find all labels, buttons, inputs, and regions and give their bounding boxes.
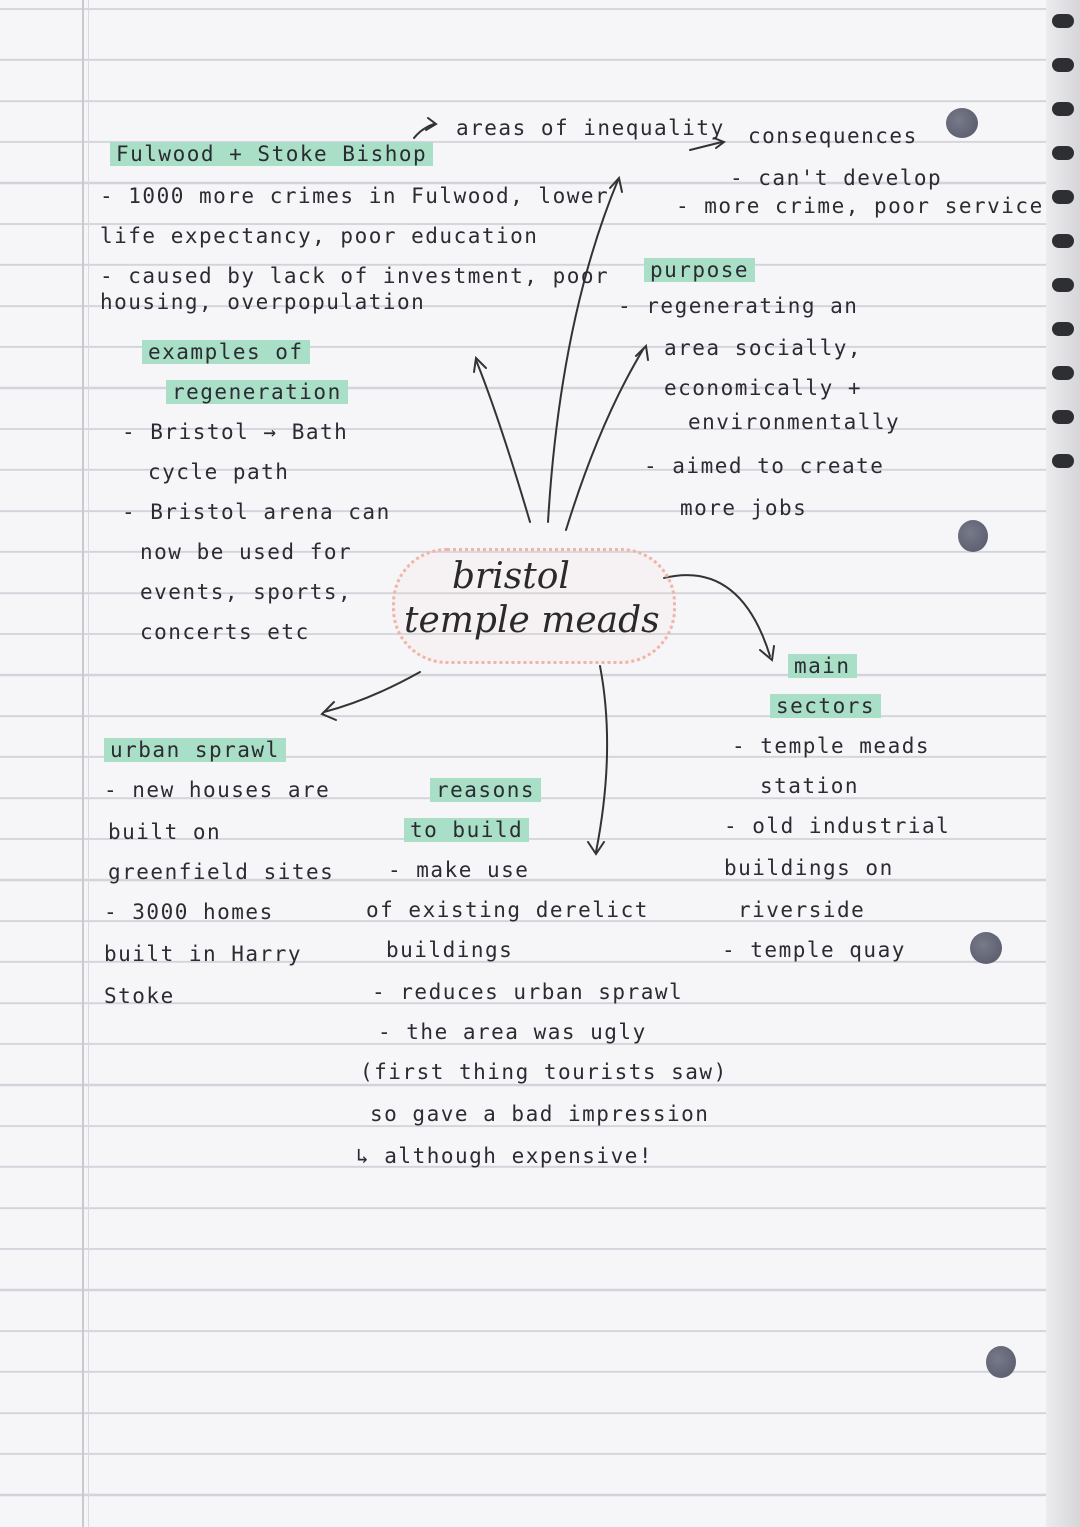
- reasons-line: - reduces urban sprawl: [372, 980, 684, 1004]
- urban-sprawl-line: built in Harry: [104, 942, 303, 966]
- purpose-line: - regenerating an: [618, 294, 859, 318]
- examples-line: concerts etc: [140, 620, 310, 644]
- center-topic-title: bristol: [452, 556, 570, 597]
- reasons-line: buildings: [386, 938, 514, 962]
- fulwood-heading: Fulwood + Stoke Bishop: [110, 142, 433, 166]
- arrow-to-top: [548, 180, 618, 522]
- urban-sprawl-line: greenfield sites: [108, 860, 335, 884]
- urban-sprawl-line: - 3000 homes: [104, 900, 274, 924]
- fulwood-line: - caused by lack of investment, poor: [100, 264, 610, 288]
- purpose-line: more jobs: [680, 496, 808, 520]
- reasons-line: ↳ although expensive!: [356, 1144, 654, 1168]
- examples-heading: examples of: [142, 340, 310, 364]
- examples-line: - Bristol arena can: [122, 500, 391, 524]
- arrow-to-urban-sprawl: [324, 672, 420, 712]
- arrow-to-purpose: [566, 348, 644, 530]
- center-topic-subtitle: temple meads: [404, 600, 660, 641]
- reasons-heading: reasons: [430, 778, 541, 802]
- reasons-line: - make use: [388, 858, 530, 882]
- fulwood-line: life expectancy, poor education: [100, 224, 539, 248]
- examples-line: events, sports,: [140, 580, 353, 604]
- reasons-line: - the area was ugly: [378, 1020, 647, 1044]
- purpose-heading: purpose: [644, 258, 755, 282]
- main-sectors-line: - old industrial: [724, 814, 951, 838]
- main-sectors-line: - temple meads: [732, 734, 931, 758]
- purpose-line: economically +: [664, 376, 863, 400]
- main-sectors-line: riverside: [738, 898, 866, 922]
- main-sectors-line: - temple quay: [722, 938, 906, 962]
- arrowhead: [426, 118, 436, 130]
- reasons-heading: to build: [404, 818, 529, 842]
- consequences-line: - more crime, poor service: [676, 194, 1044, 218]
- urban-sprawl-heading: urban sprawl: [104, 738, 286, 762]
- urban-sprawl-line: - new houses are: [104, 778, 331, 802]
- main-sectors-line: buildings on: [724, 856, 894, 880]
- fulwood-line: housing, overpopulation: [100, 290, 426, 314]
- examples-line: - Bristol → Bath: [122, 420, 349, 444]
- reasons-line: of existing derelict: [366, 898, 649, 922]
- purpose-line: environmentally: [688, 410, 901, 434]
- examples-line: cycle path: [148, 460, 290, 484]
- examples-heading: regeneration: [166, 380, 348, 404]
- arrow-to-reasons: [596, 666, 607, 852]
- urban-sprawl-line: built on: [108, 820, 222, 844]
- purpose-line: area socially,: [664, 336, 863, 360]
- purpose-line: - aimed to create: [644, 454, 885, 478]
- top-arrow-label: areas of inequality: [456, 116, 725, 140]
- main-sectors-heading: main: [788, 654, 857, 678]
- main-sectors-line: station: [760, 774, 860, 798]
- consequences-line: - can't develop: [730, 166, 943, 190]
- reasons-line: so gave a bad impression: [370, 1102, 710, 1126]
- arrow-to-examples: [476, 360, 530, 522]
- examples-line: now be used for: [140, 540, 353, 564]
- reasons-line: (first thing tourists saw): [360, 1060, 728, 1084]
- fulwood-line: - 1000 more crimes in Fulwood, lower: [100, 184, 610, 208]
- consequences-heading: consequences: [748, 124, 918, 148]
- main-sectors-heading: sectors: [770, 694, 881, 718]
- urban-sprawl-line: Stoke: [104, 984, 175, 1008]
- arrow-to-main-sectors: [664, 575, 770, 656]
